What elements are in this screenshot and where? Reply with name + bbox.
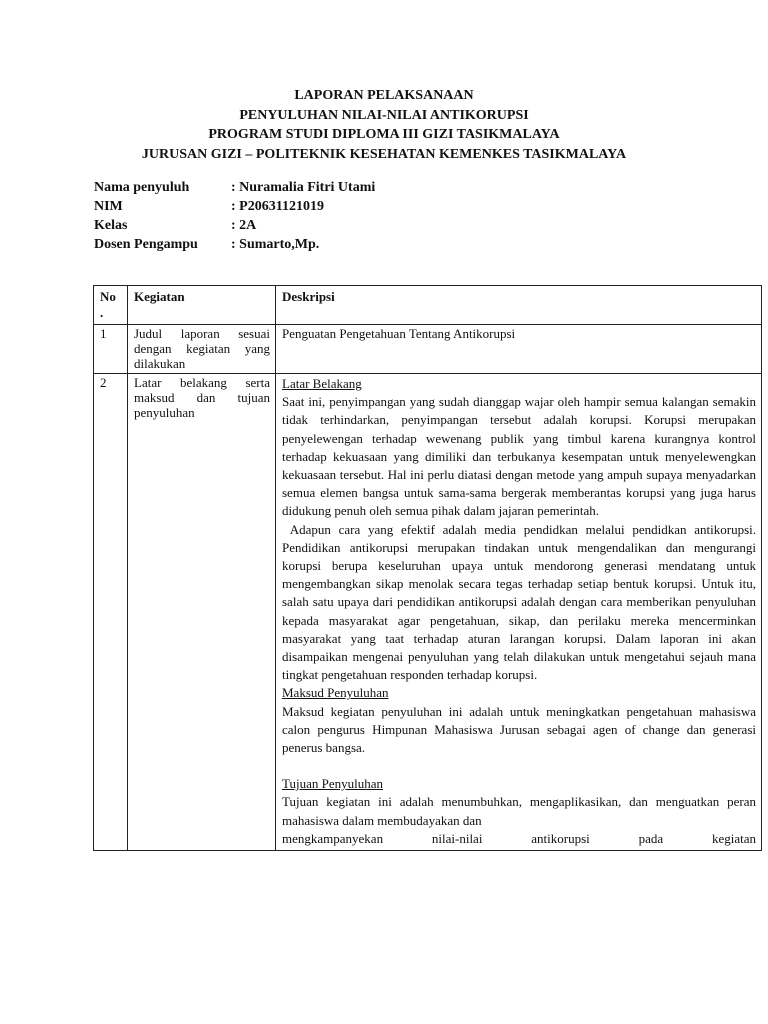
spacer (282, 757, 756, 775)
info-label: Kelas (94, 218, 128, 233)
tujuan-paragraph: Tujuan kegiatan ini adalah menumbuhkan, mengaplikasikan, dan menguatkan peran mahasiswa dalam membudayakan dan (282, 794, 756, 828)
info-value: : P20631121019 (231, 199, 324, 214)
maksud-paragraph: Maksud kegiatan penyuluhan ini adalah untuk meningkatkan pengetahuan mahasiswa calon pengurus Himpunan Mahasiswa Jurusan sebagai agen of change dan generasi penerus bangsa. (282, 703, 756, 756)
table-row (94, 374, 762, 851)
info-value: : 2A (231, 218, 257, 233)
info-label: NIM (94, 199, 123, 214)
info-label: Dosen Pengampu (94, 237, 198, 252)
row-number: 2 (94, 374, 128, 851)
title-line-1: LAPORAN PELAKSANAAN (294, 88, 474, 103)
info-label: Nama penyuluh (94, 180, 190, 195)
info-value: : Nuramalia Fitri Utami (231, 180, 376, 195)
identity-info (94, 178, 375, 254)
tujuan-paragraph-last-line: mengkampanyekan nilai-nilai antikorupsi pada kegiatan (282, 830, 756, 846)
maksud-heading: Maksud Penyuluhan (282, 685, 389, 701)
deskripsi-cell: Penguatan Pengetahuan Tentang Antikorupsi (276, 325, 762, 374)
header-kegiatan: Kegiatan (128, 286, 276, 325)
latar-belakang-paragraph-2: Adapun cara yang efektif adalah media pendidkan melalui pendidkan antikorupsi. Pendidikan antikorupsi merupakan tindakan untuk mengendalikan dan mengurangi korupsi berupa keseluruhan upaya untuk mendorong generasi mendatang untuk mengembangkan sikap menolak secara tegas terhadap setiap bentuk korupsi. Untuk itu, salah satu upaya dari pendidikan antikorupsi adalah dengan cara memberikan penyuluhan kepada masyarakat agar pengetahuan, sikap, dan perilaku mereka mencerminkan masyarakat yang taat terhadap aturan larangan korupsi. Dalam laporan ini akan disampaikan mengenai penyuluhan yang telah dilakukan untuk mengetahui sejauh mana tingkat pengetahuan responden terhadap korupsi. (282, 521, 760, 683)
info-value: : Sumarto,Mp. (231, 237, 320, 252)
report-title (0, 86, 768, 164)
latar-belakang-heading: Latar Belakang (282, 376, 362, 391)
title-line-3: PROGRAM STUDI DIPLOMA III GIZI TASIKMALAYA (208, 127, 560, 142)
deskripsi-cell (276, 374, 762, 851)
kegiatan-cell: Latar belakang serta maksud dan tujuan penyuluhan (128, 374, 276, 851)
info-row-kelas (94, 216, 375, 235)
title-line-2: PENYULUHAN NILAI-NILAI ANTIKORUPSI (239, 107, 529, 123)
info-row-dosen (94, 235, 375, 254)
row-number: 1 (94, 325, 128, 374)
header-no: No . (94, 286, 128, 325)
info-row-nama (94, 178, 375, 197)
table-row (94, 325, 762, 374)
tujuan-heading: Tujuan Penyuluhan (282, 776, 383, 792)
title-line-4: JURUSAN GIZI – POLITEKNIK KESEHATAN KEMENKES TASIKMALAYA (141, 146, 627, 162)
kegiatan-cell: Judul laporan sesuai dengan kegiatan yang dilakukan (128, 325, 276, 374)
header-deskripsi: Deskripsi (276, 286, 762, 325)
info-row-nim (94, 197, 375, 216)
latar-belakang-paragraph-1: Saat ini, penyimpangan yang sudah dianggap wajar oleh hampir semua kalangan semakin tidak terhindarkan, penyimpangan tersebut adalah korupsi. Korupsi merupakan penyelewengan terhadap wewenang publik yang timbul karena kurangnya kontrol terhadap kekuasaan yang dimiliki dan terbukanya kesempatan untuk menyelewengkan kekuasaan tersebut. Hal ini perlu diatasi dengan metode yang ampuh supaya menyadarkan semua elemen bangsa untuk sama-sama bergerak memberantas korupsi yang juga harus didukung penuh oleh semua pihak dalam jajaran pemerintah. (282, 394, 756, 519)
table-header-row (94, 286, 762, 325)
activity-table (93, 285, 762, 851)
